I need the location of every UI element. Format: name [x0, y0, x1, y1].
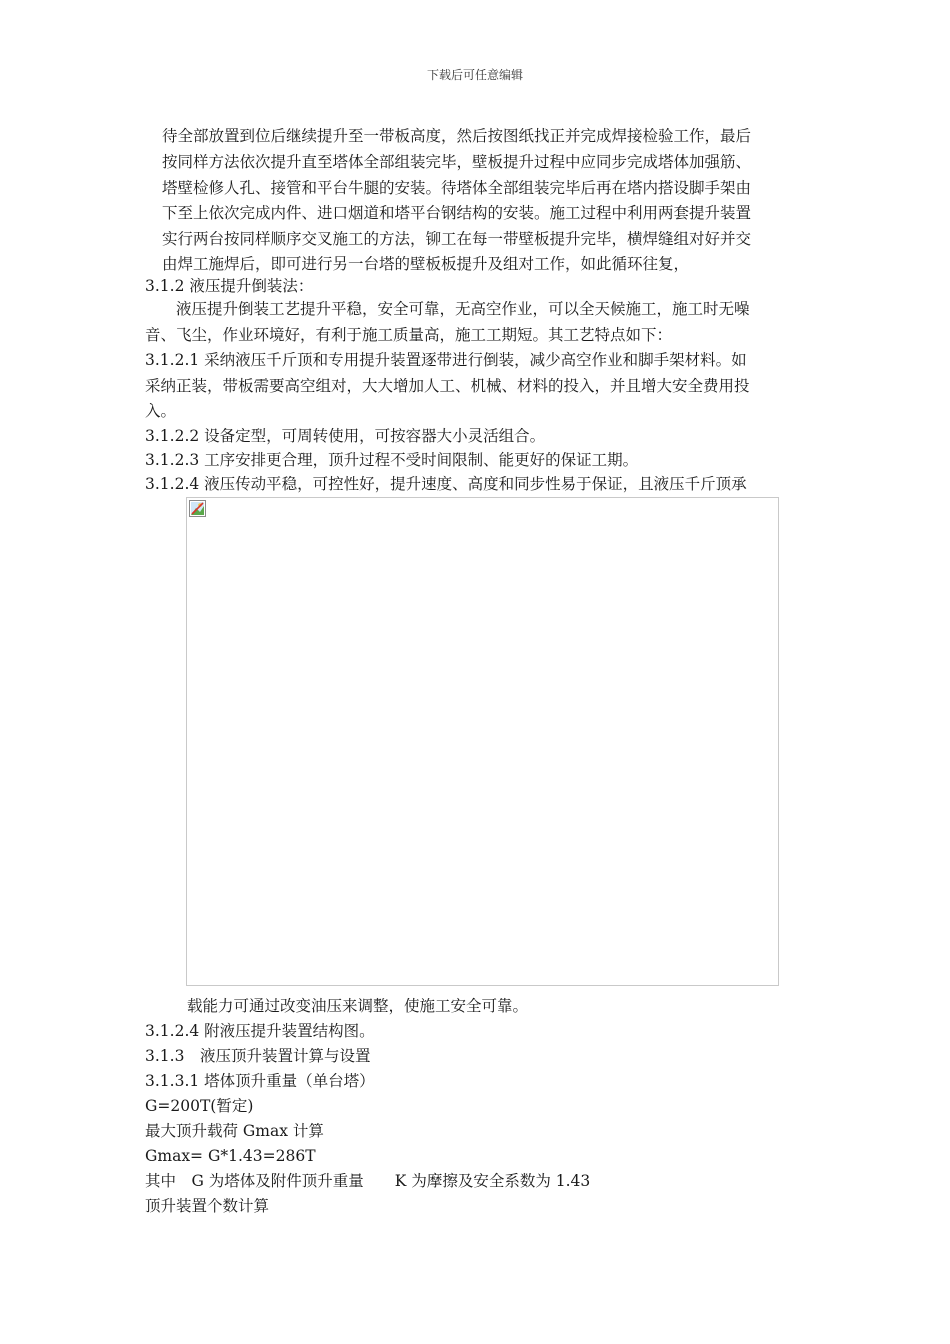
formula-line: G=200T(暂定) [145, 1097, 254, 1115]
page-header: 下载后可任意编辑 [426, 68, 523, 82]
paragraph-line: 3.1.2.1 采纳液压千斤顶和专用提升装置逐带进行倒装，减少高空作业和脚手架材料。如 [145, 351, 747, 369]
hydraulic-lifting-device-figure [186, 497, 779, 986]
paragraph-line: 载能力可通过改变油压来调整，使施工安全可靠。 [187, 997, 529, 1015]
paragraph-line: 3.1.2.4 液压传动平稳，可控性好，提升速度、高度和同步性易于保证，且液压千斤顶承 [145, 475, 747, 493]
paragraph-line: 顶升装置个数计算 [145, 1197, 270, 1215]
section-heading: 3.1.3.1 塔体顶升重量（单台塔） [145, 1072, 375, 1090]
paragraph-line: 采纳正装，带板需要高空组对，大大增加人工、机械、材料的投入，并且增大安全费用投 [145, 377, 750, 395]
paragraph-line: 音、飞尘，作业环境好，有利于施工质量高，施工工期短。其工艺特点如下： [145, 326, 673, 344]
paragraph-line: 下至上依次完成内件、进口烟道和塔平台钢结构的安装。施工过程中利用两套提升装置 [162, 204, 752, 222]
formula-line: Gmax= G*1.43=286T [145, 1147, 316, 1165]
paragraph-line: 液压提升倒装工艺提升平稳，安全可靠，无高空作业，可以全天候施工，施工时无噪 [145, 300, 750, 318]
paragraph-line: 由焊工施焊后，即可进行另一台塔的壁板板提升及组对工作，如此循环往复， [162, 255, 690, 273]
paragraph-line: 3.1.2.2 设备定型，可周转使用，可按容器大小灵活组合。 [145, 427, 546, 445]
paragraph-line: 实行两台按同样顺序交叉施工的方法，铆工在每一带壁板提升完毕，横焊缝组对好并交 [162, 230, 752, 248]
broken-image-icon [189, 500, 206, 517]
paragraph-line: 按同样方法依次提升直至塔体全部组装完毕，壁板提升过程中应同步完成塔体加强筋、 [162, 153, 752, 171]
section-heading: 3.1.2 液压提升倒装法： [145, 277, 314, 295]
section-heading: 3.1.3 液压顶升装置计算与设置 [145, 1047, 371, 1065]
paragraph-line: 其中 G 为塔体及附件顶升重量 K 为摩擦及安全系数为 1.43 [145, 1172, 591, 1190]
paragraph-line: 塔壁检修人孔、接管和平台牛腿的安装。待塔体全部组装完毕后再在塔内搭设脚手架由 [162, 179, 752, 197]
paragraph-line: 待全部放置到位后继续提升至一带板高度，然后按图纸找正并完成焊接检验工作，最后 [162, 127, 752, 145]
paragraph-line: 3.1.2.4 附液压提升装置结构图。 [145, 1022, 375, 1040]
paragraph-line: 入。 [145, 402, 177, 420]
paragraph-line: 3.1.2.3 工序安排更合理，顶升过程不受时间限制、能更好的保证工期。 [145, 451, 639, 469]
paragraph-line: 最大顶升载荷 Gmax 计算 [145, 1122, 324, 1140]
